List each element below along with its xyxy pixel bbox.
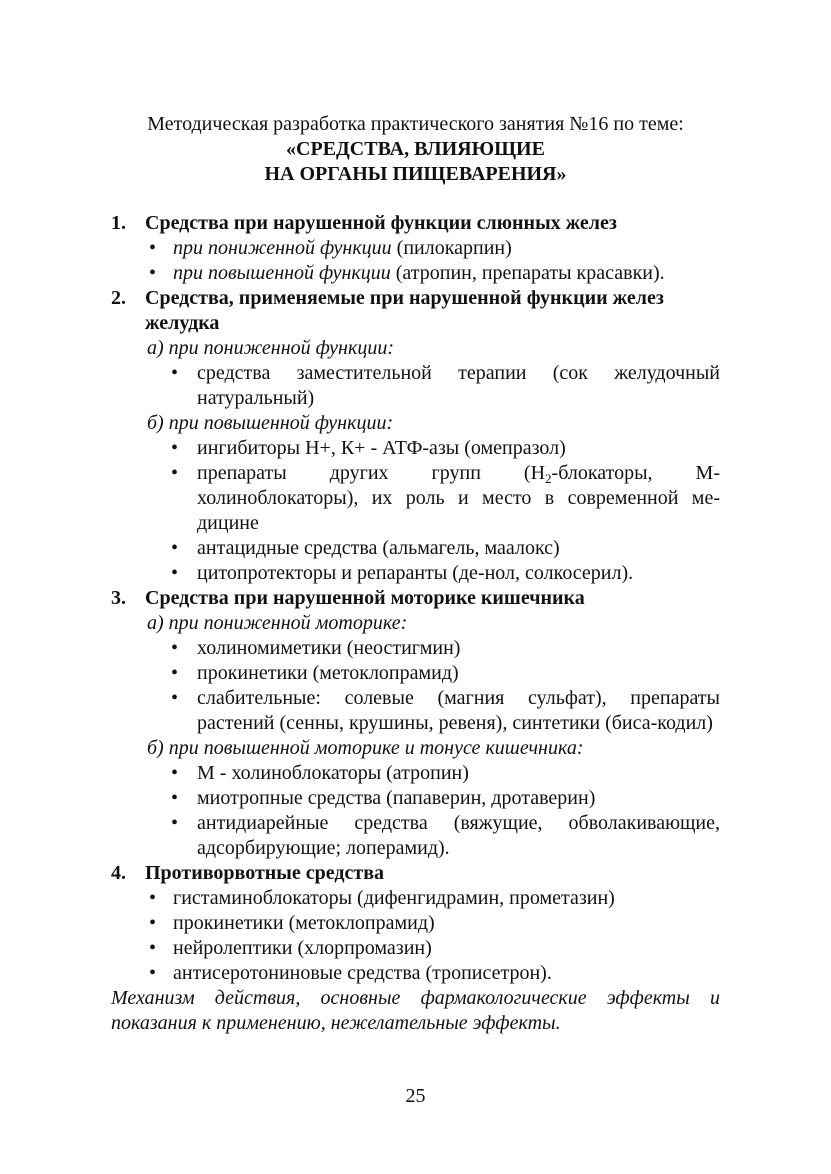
section-number: 3. — [111, 587, 126, 609]
bullet-icon: • — [171, 687, 179, 709]
list-item — [111, 561, 720, 586]
list-item — [111, 636, 720, 661]
list-item — [111, 236, 720, 261]
item-text: слабительные: солевые (магния сульфат), препараты растений (сенны, крушины, ревеня), синтетики (биса-кодил) — [197, 687, 720, 734]
list-item — [111, 911, 720, 936]
bullet-icon: • — [171, 762, 179, 784]
section-title: Средства, применяемые при нарушенной функции желез желудка — [145, 287, 664, 334]
bullet-icon: • — [171, 662, 179, 684]
list-item — [111, 536, 720, 561]
bullet-icon: • — [171, 637, 179, 659]
item-text: антацидные средства (альмагель, маалокс) — [197, 537, 560, 559]
list-item — [111, 886, 720, 911]
item-text: (пилокарпин) — [391, 237, 512, 259]
item-text: нейролептики (хлорпромазин) — [173, 937, 432, 959]
item-text: миотропные средства (папаверин, дротаверин) — [197, 787, 596, 809]
bullet-icon: • — [149, 937, 157, 959]
item-italic: при пониженной функции — [173, 237, 392, 259]
section-title: Противорвотные средства — [145, 862, 385, 884]
topic-title-line-1: «СРЕДСТВА, ВЛИЯЮЩИЕ — [286, 138, 545, 160]
item-text: прокинетики (метоклопрамид) — [173, 912, 435, 934]
page-number: 25 — [405, 1085, 426, 1107]
section-2-heading — [111, 286, 720, 336]
bullet-icon: • — [149, 887, 157, 909]
item-text: (атропин, препараты красавки). — [390, 262, 665, 284]
list-item — [111, 261, 720, 286]
bullet-icon: • — [149, 912, 157, 934]
document-page — [111, 112, 720, 1036]
item-text: прокинетики (метоклопрамид) — [197, 662, 459, 684]
section-number: 2. — [111, 287, 126, 309]
bullet-icon: • — [171, 462, 179, 484]
item-italic: при повышенной функции — [173, 262, 391, 284]
section-number: 1. — [111, 212, 126, 234]
list-item — [111, 786, 720, 811]
list-item — [111, 811, 720, 861]
section-number: 4. — [111, 862, 126, 884]
section-title: Средства при нарушенной моторике кишечника — [145, 587, 585, 609]
list-item — [111, 936, 720, 961]
item-text: цитопротекторы и репаранты (де-нол, солкосерил). — [197, 562, 634, 584]
bullet-icon: • — [171, 787, 179, 809]
conclusion-note: Механизм действия, основные фармакологические эффекты и показания к применению, нежелательные эффекты. — [111, 987, 720, 1034]
section-title: Средства при нарушенной функции слюнных желез — [145, 212, 617, 234]
bullet-icon: • — [171, 437, 179, 459]
subsection-label: а) при пониженной моторике: — [147, 612, 408, 634]
list-item — [111, 761, 720, 786]
bullet-icon: • — [149, 237, 157, 259]
bullet-icon: • — [149, 262, 157, 284]
list-item — [111, 686, 720, 736]
bullet-icon: • — [171, 537, 179, 559]
item-text: средства заместительной терапии (сок желудочный натуральный) — [197, 362, 720, 409]
item-text: холиномиметики (неостигмин) — [197, 637, 461, 659]
topic-title-line-2: НА ОРГАНЫ ПИЩЕВАРЕНИЯ» — [264, 163, 567, 185]
bullet-icon: • — [171, 362, 179, 384]
item-text: М - холиноблокаторы (атропин) — [197, 762, 469, 784]
list-item — [111, 361, 720, 411]
subsection-label: б) при повышенной функции: — [147, 412, 394, 434]
subscript: 2 — [545, 471, 552, 486]
header-line: Методическая разработка практического занятия №16 по теме: — [147, 113, 684, 135]
item-text: -блокаторы, М-холиноблокаторы), их роль и место в современной ме-дицине — [197, 462, 720, 534]
section-1-heading — [111, 211, 720, 236]
list-item — [111, 961, 720, 986]
item-text: антисеротониновые средства (трописетрон). — [173, 962, 552, 984]
section-3-heading — [111, 586, 720, 611]
item-text: препараты других групп (Н — [197, 462, 546, 484]
bullet-icon: • — [149, 962, 157, 984]
list-item — [111, 461, 720, 536]
list-item — [111, 661, 720, 686]
subsection-label: а) при пониженной функции: — [147, 337, 394, 359]
item-text: гистаминоблокаторы (дифенгидрамин, прометазин) — [173, 887, 615, 909]
list-item — [111, 436, 720, 461]
item-text: антидиарейные средства (вяжущие, обволакивающие, адсорбирующие; лоперамид). — [197, 812, 720, 859]
subsection-label: б) при повышенной моторике и тонусе кишечника: — [147, 737, 584, 759]
section-4-heading — [111, 861, 720, 886]
item-text: ингибиторы Н+, К+ - АТФ-азы (омепразол) — [197, 437, 566, 459]
bullet-icon: • — [171, 812, 179, 834]
bullet-icon: • — [171, 562, 179, 584]
